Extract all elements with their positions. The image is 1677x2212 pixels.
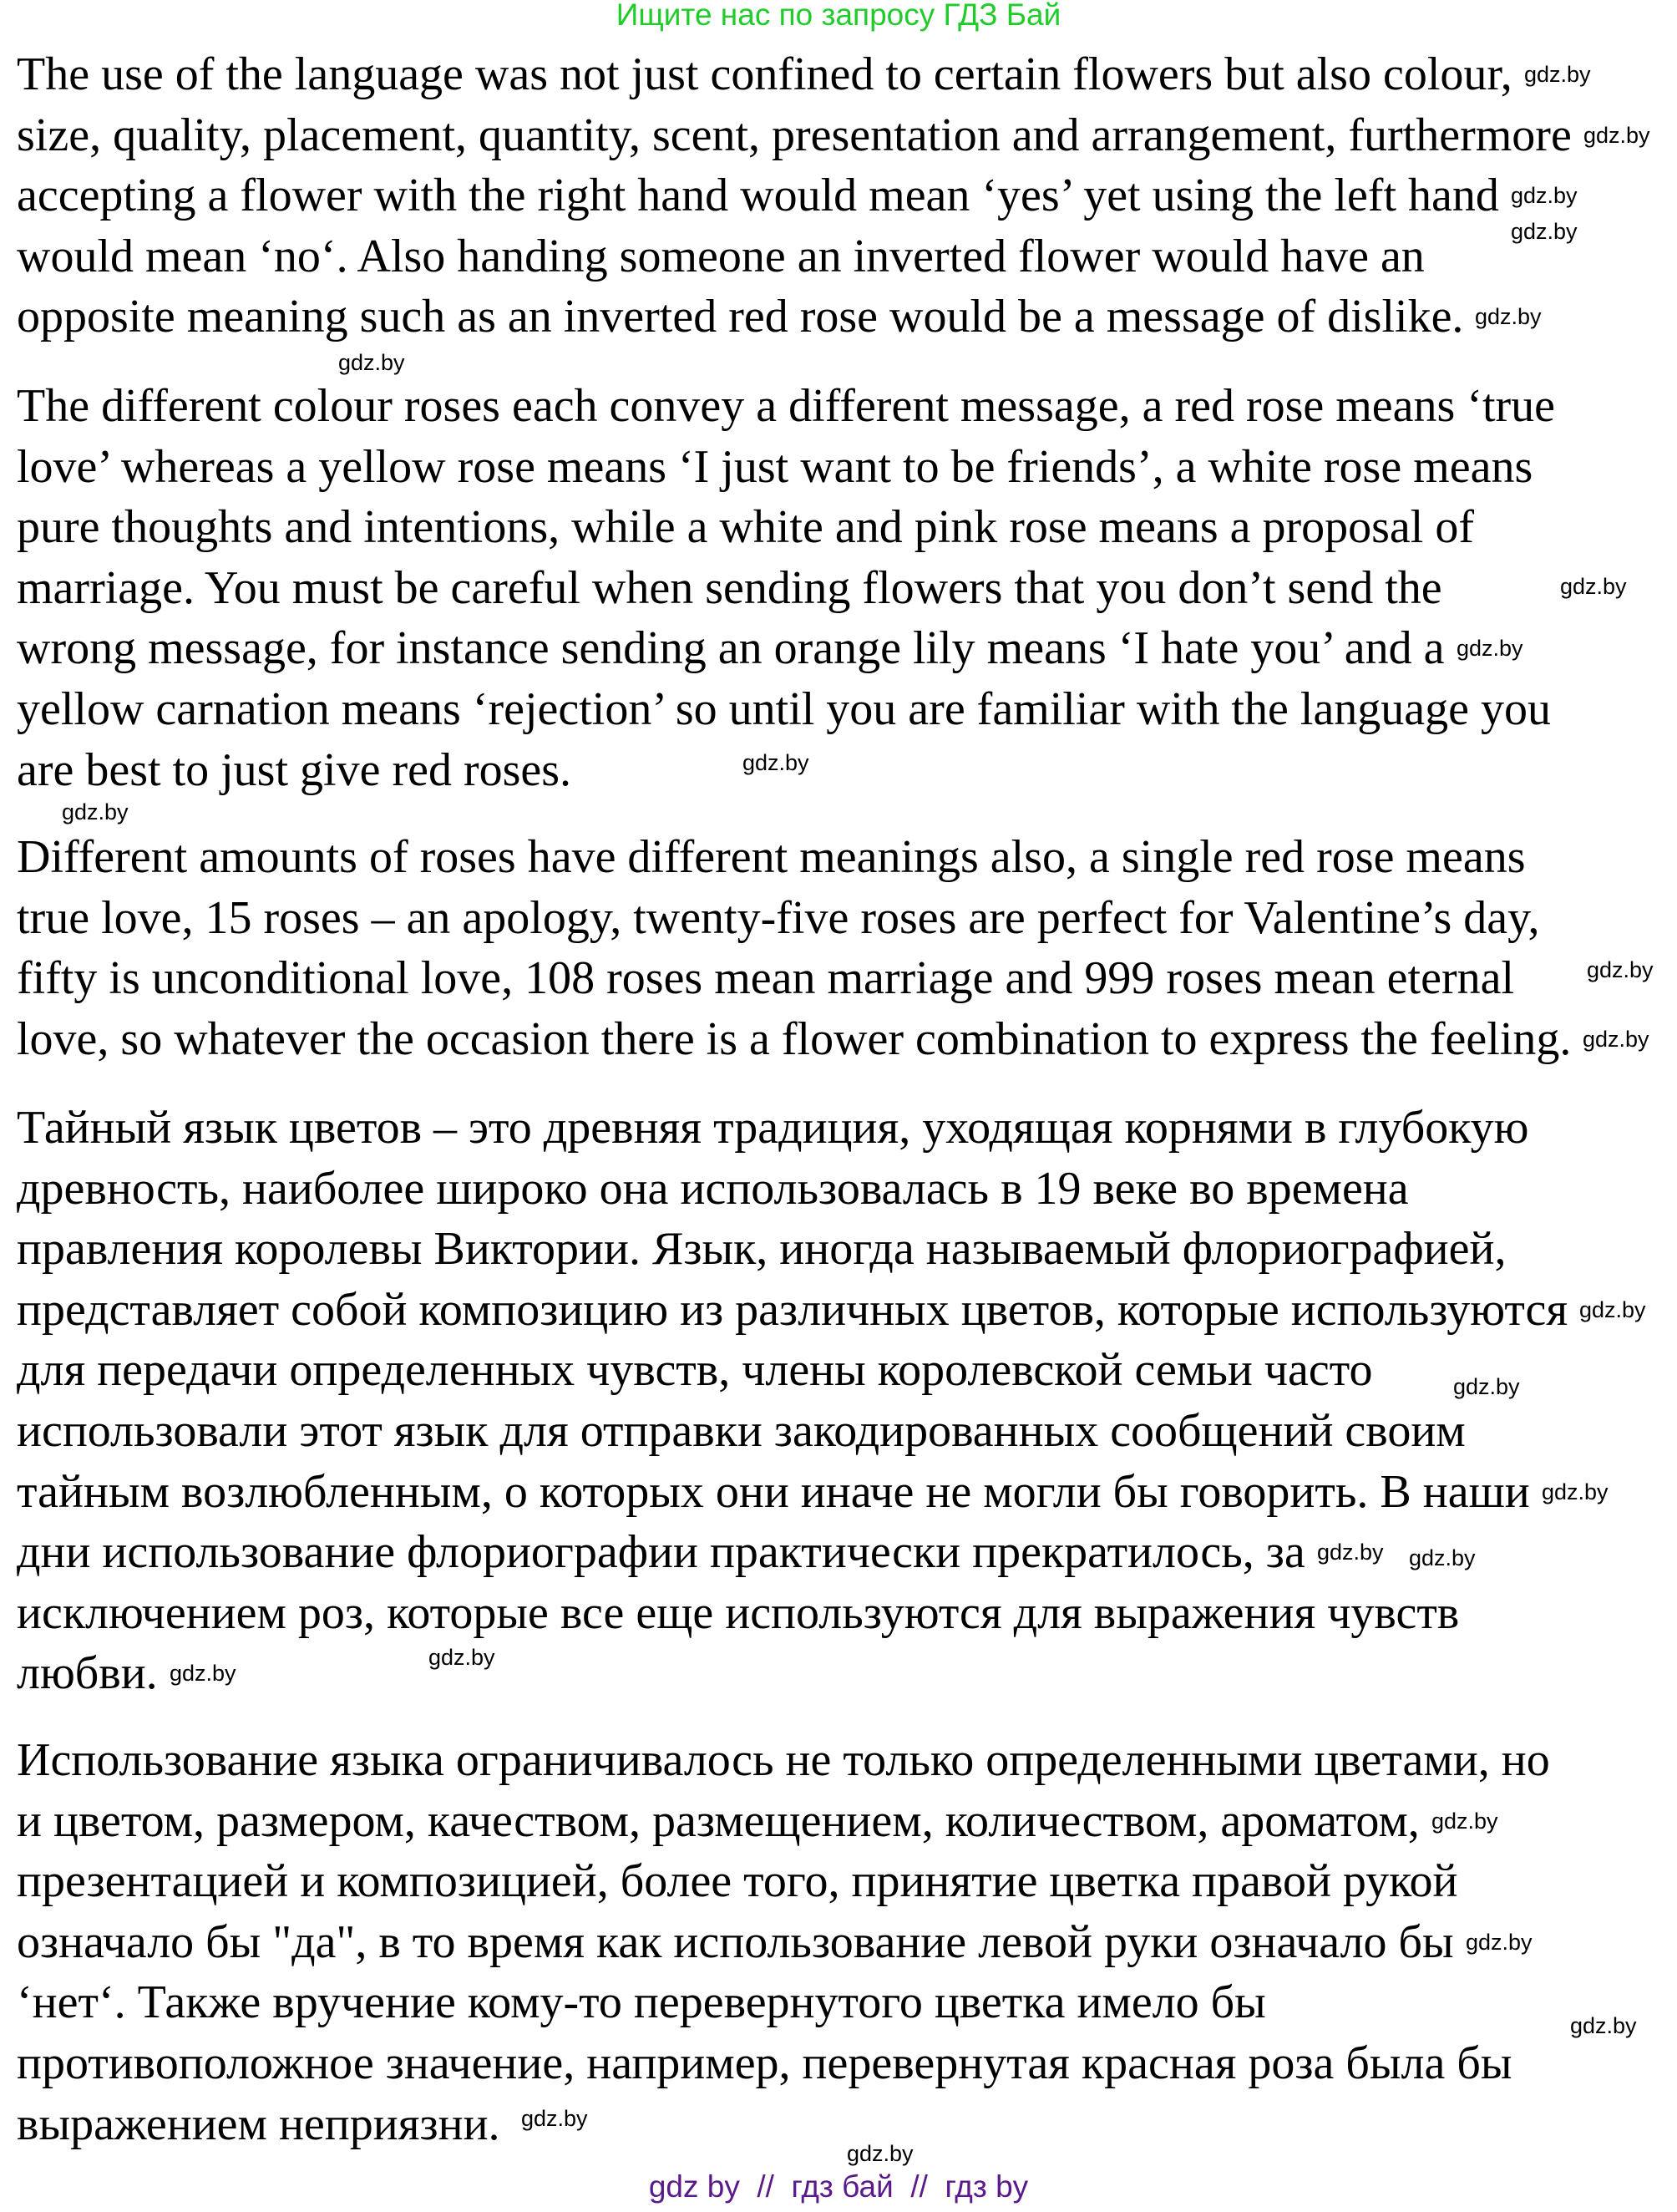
text-line: Different amounts of roses have different meanings also, a single red rose means	[17, 831, 1526, 883]
text-line: love’ whereas a yellow rose means ‘I just want to be friends’, a white rose means	[17, 440, 1533, 493]
text-paragraph	[17, 1734, 1550, 2159]
watermark: gdz.by	[521, 2106, 588, 2131]
watermark: gdz.by	[1475, 304, 1542, 329]
text-line: презентацией и композицией, более того, принятие цветка правой рукой	[17, 1855, 1458, 1908]
watermark: gdz.by	[847, 2141, 914, 2166]
text-line: противоположное значение, например, перевернутая красная роза была бы	[17, 2037, 1512, 2089]
watermark: gdz.by	[1583, 1027, 1649, 1052]
text-line: The use of the language was not just confined to certain flowers but also colour,	[17, 48, 1512, 100]
text-line: Тайный язык цветов – это древняя традиция, уходящая корнями в глубокую	[17, 1102, 1529, 1154]
watermark: gdz.by	[1542, 1479, 1609, 1504]
watermark: gdz.by	[1511, 183, 1578, 208]
text-line: выражением неприязни.	[17, 2098, 500, 2150]
text-line: любви.	[17, 1647, 158, 1700]
text-line: opposite meaning such as an inverted red rose would be a message of dislike.	[17, 291, 1464, 343]
watermark: gdz.by	[1583, 123, 1650, 148]
text-paragraph	[17, 48, 1572, 352]
text-line: древность, наиболее широко она использовалась в 19 веке во времена	[17, 1162, 1409, 1215]
watermark: gdz.by	[338, 350, 405, 375]
text-line: Использование языка ограничивалось не только определенными цветами, но	[17, 1734, 1550, 1786]
text-line: pure thoughts and intentions, while a white and pink rose means a proposal of	[17, 501, 1474, 554]
text-line: fifty is unconditional love, 108 roses mean marriage and 999 roses mean eternal	[17, 952, 1515, 1005]
text-line: accepting a flower with the right hand would mean ‘yes’ yet using the left hand	[17, 170, 1499, 222]
watermark: gdz.by	[1453, 1374, 1520, 1399]
text-line: wrong message, for instance sending an orange lily means ‘I hate you’ and a	[17, 622, 1445, 675]
watermark: gdz.by	[170, 1661, 236, 1686]
footer-site-links[interactable]: gdz by // гдз бай // гдз by	[648, 2169, 1029, 2204]
text-line: true love, 15 roses – an apology, twenty-five roses are perfect for Valentine’s day,	[17, 891, 1540, 944]
watermark: gdz.by	[1511, 219, 1578, 244]
text-line: использовали этот язык для отправки закодированных сообщений своим	[17, 1404, 1466, 1457]
text-line: ‘нет‘. Также вручение кому-то перевернутого цветка имело бы	[17, 1976, 1266, 2029]
search-hint-banner: Ищите нас по запросу ГДЗ Бай	[616, 0, 1061, 32]
text-line: are best to just give red roses.	[17, 743, 572, 796]
text-line: yellow carnation means ‘rejection’ so until you are familiar with the language you	[17, 682, 1552, 735]
watermark: gdz.by	[1317, 1540, 1384, 1565]
text-paragraph	[17, 1102, 1568, 1708]
watermark: gdz.by	[1409, 1545, 1476, 1570]
watermark: gdz.by	[1587, 957, 1654, 982]
text-line: The different colour roses each convey a different message, a red rose means ‘true	[17, 380, 1556, 432]
watermark: gdz.by	[428, 1645, 495, 1670]
text-line: означало бы "да", в то время как использование левой руки означало бы	[17, 1915, 1454, 1968]
watermark: gdz.by	[1524, 62, 1591, 87]
text-line: правления королевы Виктории. Язык, иногда называемый флориографией,	[17, 1223, 1507, 1276]
watermark: gdz.by	[1431, 1809, 1498, 1834]
text-line: для передачи определенных чувств, члены королевской семьи часто	[17, 1344, 1373, 1397]
text-line: дни использование флориографии практически прекратилось, за	[17, 1526, 1305, 1579]
text-paragraph	[17, 380, 1555, 804]
text-line: marriage. You must be careful when sending flowers that you don’t send the	[17, 561, 1442, 614]
text-paragraph	[17, 831, 1571, 1073]
watermark: gdz.by	[62, 799, 129, 824]
watermark: gdz.by	[1579, 1297, 1646, 1322]
text-line: size, quality, placement, quantity, scent, presentation and arrangement, furthermore	[17, 109, 1572, 161]
watermark: gdz.by	[1466, 1930, 1533, 1955]
text-line: исключением роз, которые все еще используются для выражения чувств	[17, 1586, 1460, 1639]
text-line: тайным возлюбленным, о которых они иначе не могли бы говорить. В наши	[17, 1465, 1530, 1518]
watermark: gdz.by	[1560, 574, 1627, 599]
watermark: gdz.by	[742, 750, 809, 775]
text-line: и цветом, размером, качеством, размещением, количеством, ароматом,	[17, 1794, 1420, 1847]
text-line: would mean ‘no‘. Also handing someone an inverted flower would have an	[17, 230, 1425, 282]
text-line: представляет собой композицию из различных цветов, которые используются	[17, 1283, 1568, 1336]
watermark: gdz.by	[1457, 636, 1523, 661]
watermark: gdz.by	[1570, 2013, 1637, 2038]
text-line: love, so whatever the occasion there is a flower combination to express the feeling.	[17, 1012, 1572, 1065]
